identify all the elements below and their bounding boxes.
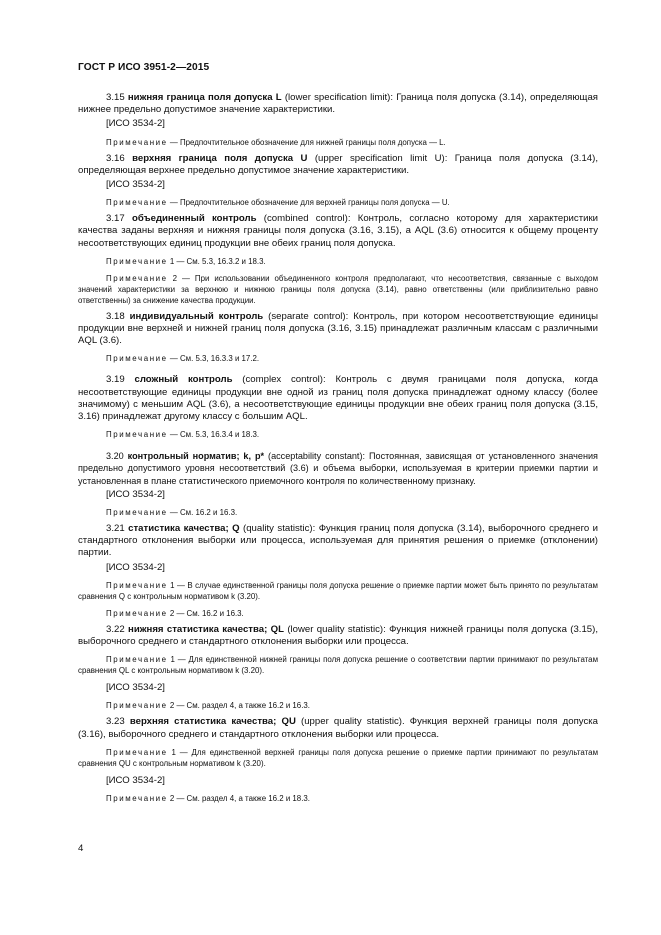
note: Примечание 2 — См. 16.2 и 16.3.	[106, 608, 244, 618]
page-number: 4	[78, 843, 84, 854]
note: Примечание 1 — В случае единственной границы поля допуска решение о приемке партии может быть принято по результатам сравнения Q с контрольным нормативом k (3.20).	[78, 580, 598, 601]
term: верхняя граница поля допуска U	[132, 152, 308, 164]
term: объединенный контроль	[131, 213, 257, 225]
term: контрольный норматив; k, p*	[127, 451, 265, 462]
entry-3-20: 3.20 контрольный норматив; k, p* (acceptability constant): Постоянная, зависящая от установленного значения предельно допустимого уровня несоответствий (3.6) и объема выборки, используемая в критерии приемки партии и установленная в плане статистического приемочного контроля по количественному признаку.	[78, 451, 598, 486]
source-ref: [ИСО 3534-2]	[106, 118, 165, 130]
note: Примечание 1 — См. 5.3, 16.3.2 и 18.3.	[106, 256, 266, 266]
note: Примечание — Предпочтительное обозначение для верхней границы поля допуска — U.	[106, 198, 450, 208]
note: Примечание 2 — См. раздел 4, а также 16.2 и 16.3.	[106, 701, 310, 711]
entry-3-23: 3.23 верхняя статистика качества; QU (upper quality statistic). Функция верхней границы поля допуска (3.16), выборочного среднего и стандартного отклонения выборки или процесса.	[78, 716, 599, 740]
note: Примечание — См. 16.2 и 16.3.	[106, 508, 238, 518]
term: статистика качества; Q	[128, 523, 240, 535]
term: верхняя статистика качества; QU	[129, 716, 296, 728]
source-ref: [ИСО 3534-2]	[106, 682, 165, 694]
note: Примечание 1 — Для единственной верхней границы поля допуска решение о приемке партии принимают по результатам сравнения QU с контрольным нормативом k (3.20).	[78, 747, 598, 768]
source-ref: [ИСО 3534-2]	[106, 488, 165, 500]
note: Примечание 2 — См. раздел 4, а также 16.2 и 18.3.	[106, 794, 310, 804]
entry-3-22: 3.22 нижняя статистика качества; QL (lower quality statistic): Функция нижней границы поля допуска (3.15), выборочного среднего и стандартного отклонения выборки или процесса.	[78, 623, 598, 648]
note: Примечание — См. 5.3, 16.3.4 и 18.3.	[106, 430, 260, 440]
source-ref: [ИСО 3534-2]	[106, 179, 165, 191]
note: Примечание — Предпочтительное обозначение для нижней границы поля допуска — L.	[106, 137, 446, 147]
term: сложный контроль	[134, 374, 233, 386]
note: Примечание — См. 5.3, 16.3.3 и 17.2.	[106, 354, 260, 364]
entry-3-17: 3.17 объединенный контроль (combined control): Контроль, согласно которому для характеристики качества заданы верхняя и нижняя границы поля допуска (3.16, 3.15), а AQL (3.6) относится к общему проценту несоответствующих единиц продукции вне обеих границ поля допуска.	[78, 213, 599, 249]
entry-3-19: 3.19 сложный контроль (complex control): Контроль с двумя границами поля допуска, когда несоответствующие единицы продукции вне одной из границ поля допуска принадлежат одному классу (более значимому) с меньшим AQL (3.6), а несоответствующие единицы продукции вне обеих границ поля допуска (3.15, 3.16) принадлежат другому классу с большим AQL.	[78, 374, 598, 423]
document-body	[78, 92, 598, 804]
note: Примечание 2 — При использовании объединенного контроля предполагают, что несоответствия, связанные с выходом значений характеристики за верхнюю и нижнюю границы поля допуска (3.14), равно ответственны (или приблизительно равно ответственны) за снижение качества продукции.	[78, 273, 598, 305]
entry-3-21: 3.21 статистика качества; Q (quality statistic): Функция границ поля допуска (3.14), выборочного среднего и стандартного отклонения выборки или процесса, используемая для принятия решения о приемке (отклонении) партии.	[78, 523, 599, 559]
entry-3-15: 3.15 нижняя граница поля допуска L (lower specification limit): Граница поля допуска (3.14), определяющая нижнее предельно допустимое значение характеристики.	[78, 92, 598, 116]
note: Примечание 1 — Для единственной нижней границы поля допуска решение о соответствии партии принимают по результатам сравнения QL с контрольным нормативом k (3.20).	[78, 655, 598, 676]
term: нижняя статистика качества; QL	[128, 623, 284, 635]
source-ref: [ИСО 3534-2]	[106, 561, 165, 573]
entry-3-16: 3.16 верхняя граница поля допуска U (upper specification limit U): Граница поля допуска (3.14), определяющая верхнее предельно допустимое значение характеристики.	[78, 152, 598, 176]
term: нижняя граница поля допуска L	[127, 92, 282, 103]
document-header: ГОСТ Р ИСО 3951-2—2015	[78, 62, 210, 73]
source-ref: [ИСО 3534-2]	[106, 774, 165, 786]
entry-3-18: 3.18 индивидуальный контроль (separate control): Контроль, при котором несоответствующие единицы продукции вне верхней и нижней границ поля допуска (3.16, 3.15) принадлежат различным классам с различными AQL (3.6).	[78, 310, 599, 347]
term: индивидуальный контроль	[129, 310, 264, 322]
